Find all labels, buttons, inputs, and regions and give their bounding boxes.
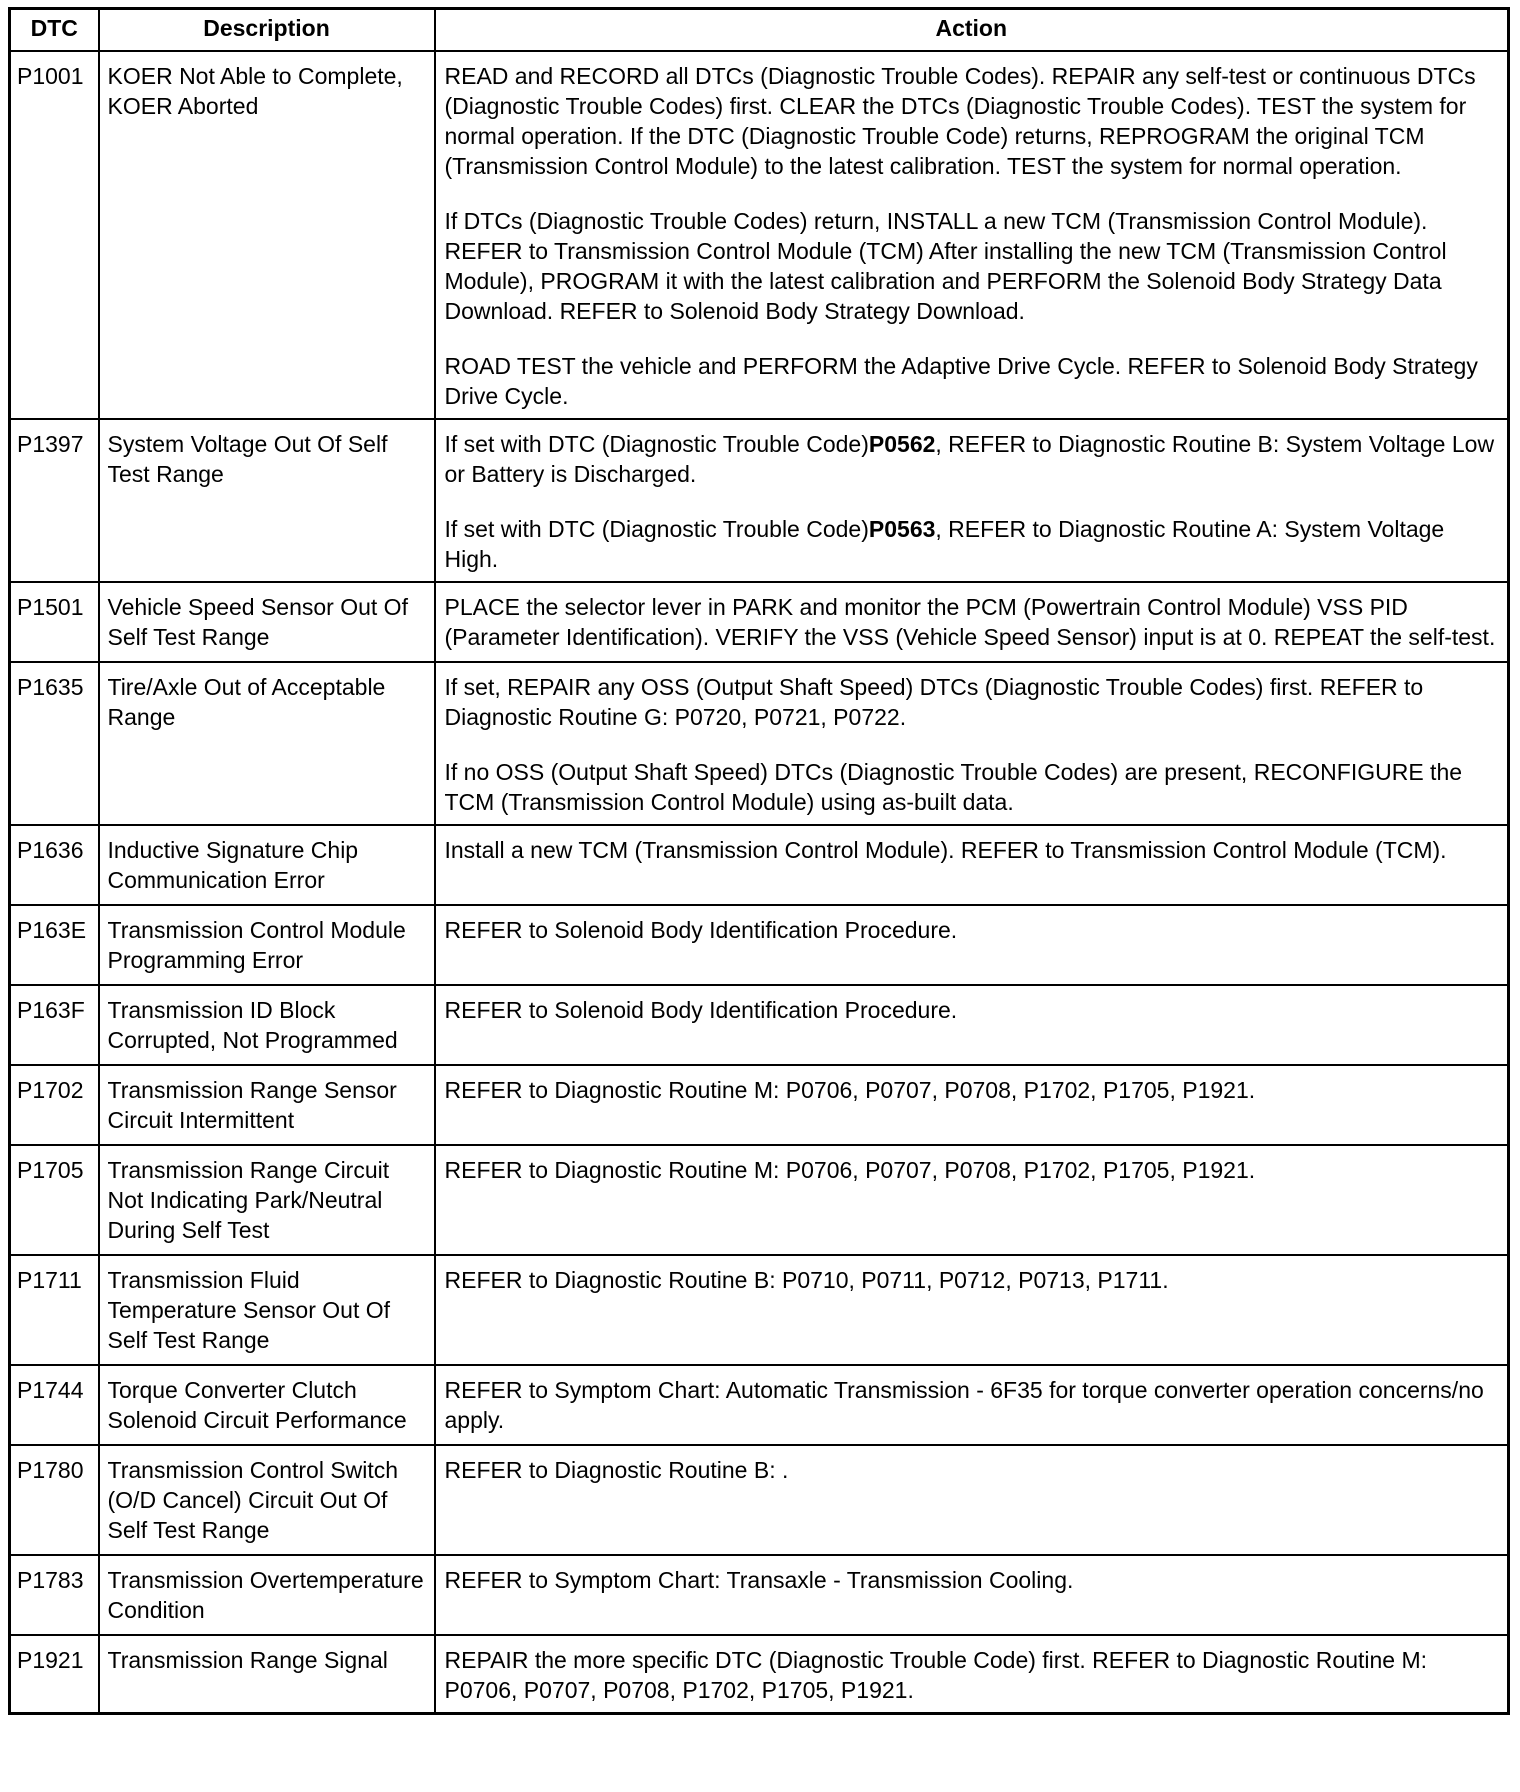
action-paragraph: REFER to Diagnostic Routine M: P0706, P0707, P0708, P1702, P1705, P1921.	[444, 1157, 1256, 1183]
action-paragraph: REFER to Diagnostic Routine M: P0706, P0707, P0708, P1702, P1705, P1921.	[444, 1077, 1256, 1103]
action-paragraph: Install a new TCM (Transmission Control Module). REFER to Transmission Control Module (TCM).	[444, 837, 1447, 863]
dtc-action	[435, 1555, 1509, 1635]
dtc-code: P1635	[10, 662, 99, 825]
action-paragraph: REFER to Diagnostic Routine B: .	[444, 1457, 789, 1483]
dtc-description: KOER Not Able to Complete, KOER Aborted	[99, 51, 435, 419]
action-text: , REFER to Diagnostic Routine B: System Voltage Low or Battery is Discharged.	[444, 431, 1495, 487]
action-paragraph: ROAD TEST the vehicle and PERFORM the Adaptive Drive Cycle. REFER to Solenoid Body Strategy Drive Cycle.	[444, 353, 1478, 409]
dtc-code: P1636	[10, 825, 99, 905]
dtc-code: P1705	[10, 1145, 99, 1255]
table-row	[10, 1255, 1509, 1365]
table-row	[10, 1555, 1509, 1635]
dtc-code: P163F	[10, 985, 99, 1065]
dtc-code: P1711	[10, 1255, 99, 1365]
action-paragraph: REFER to Solenoid Body Identification Procedure.	[444, 997, 958, 1023]
table-header-row	[10, 9, 1509, 52]
dtc-description: Transmission Range Sensor Circuit Intermittent	[99, 1065, 435, 1145]
dtc-action	[435, 419, 1509, 582]
action-paragraph: If set, REPAIR any OSS (Output Shaft Speed) DTCs (Diagnostic Trouble Codes) first. REFER to Diagnostic Routine G: P0720, P0721, P0722.	[444, 674, 1424, 730]
header-action: Action	[435, 9, 1509, 52]
dtc-action	[435, 905, 1509, 985]
action-paragraph: If DTCs (Diagnostic Trouble Codes) return, INSTALL a new TCM (Transmission Control Module). REFER to Transmission Control Module (TCM) After installing the new TCM (Transmission Control Module), PROGRAM it with the latest calibration and PERFORM the Solenoid Body Strategy Data Download. REFER to Solenoid Body Strategy Download.	[444, 208, 1447, 324]
dtc-action	[435, 1635, 1509, 1714]
dtc-code: P163E	[10, 905, 99, 985]
dtc-description: Transmission Fluid Temperature Sensor Out Of Self Test Range	[99, 1255, 435, 1365]
table-row	[10, 985, 1509, 1065]
dtc-action	[435, 582, 1509, 662]
dtc-code: P1397	[10, 419, 99, 582]
table-row	[10, 905, 1509, 985]
action-paragraph: REPAIR the more specific DTC (Diagnostic Trouble Code) first. REFER to Diagnostic Routine M: P0706, P0707, P0708, P1702, P1705, P1921.	[444, 1647, 1428, 1703]
dtc-action	[435, 51, 1509, 419]
table-row	[10, 1445, 1509, 1555]
dtc-action	[435, 1445, 1509, 1555]
dtc-code: P1702	[10, 1065, 99, 1145]
action-text: , REFER to Diagnostic Routine A: System Voltage High.	[444, 516, 1445, 572]
related-dtc-code: P0562	[868, 431, 936, 457]
dtc-code: P1001	[10, 51, 99, 419]
table-body	[10, 51, 1509, 1714]
action-text: If set with DTC (Diagnostic Trouble Code)	[444, 431, 869, 457]
action-paragraph: REFER to Symptom Chart: Transaxle - Transmission Cooling.	[444, 1567, 1074, 1593]
dtc-action	[435, 662, 1509, 825]
action-paragraph: READ and RECORD all DTCs (Diagnostic Trouble Codes). REPAIR any self-test or continuous DTCs (Diagnostic Trouble Codes) first. CLEAR the DTCs (Diagnostic Trouble Codes). TEST the system for normal operation. If the DTC (Diagnostic Trouble Code) returns, REPROGRAM the original TCM (Transmission Control Module) to the latest calibration. TEST the system for normal operation.	[444, 63, 1476, 179]
table-row	[10, 1145, 1509, 1255]
action-paragraph: REFER to Diagnostic Routine B: P0710, P0711, P0712, P0713, P1711.	[444, 1267, 1169, 1293]
action-paragraph: REFER to Symptom Chart: Automatic Transmission - 6F35 for torque converter operation concerns/no apply.	[444, 1377, 1484, 1433]
action-text: If set with DTC (Diagnostic Trouble Code)	[444, 516, 869, 542]
dtc-action	[435, 985, 1509, 1065]
table-row	[10, 419, 1509, 582]
action-paragraph: REFER to Solenoid Body Identification Procedure.	[444, 917, 958, 943]
table-row	[10, 1635, 1509, 1714]
action-paragraph	[445, 514, 1500, 574]
dtc-action	[435, 1255, 1509, 1365]
table-row	[10, 582, 1509, 662]
dtc-action	[435, 1365, 1509, 1445]
dtc-description: Inductive Signature Chip Communication Error	[99, 825, 435, 905]
dtc-description: System Voltage Out Of Self Test Range	[99, 419, 435, 582]
action-paragraph: PLACE the selector lever in PARK and monitor the PCM (Powertrain Control Module) VSS PID (Parameter Identification). VERIFY the VSS (Vehicle Speed Sensor) input is at 0. REPEAT the self-test.	[444, 594, 1496, 650]
dtc-code: P1744	[10, 1365, 99, 1445]
dtc-description: Transmission Control Switch (O/D Cancel) Circuit Out Of Self Test Range	[99, 1445, 435, 1555]
table-row	[10, 662, 1509, 825]
dtc-code: P1780	[10, 1445, 99, 1555]
dtc-action	[435, 1145, 1509, 1255]
table-row	[10, 1065, 1509, 1145]
dtc-action	[435, 1065, 1509, 1145]
header-dtc: DTC	[10, 9, 99, 52]
dtc-description: Transmission Overtemperature Condition	[99, 1555, 435, 1635]
dtc-description: Tire/Axle Out of Acceptable Range	[99, 662, 435, 825]
dtc-description: Transmission ID Block Corrupted, Not Programmed	[99, 985, 435, 1065]
dtc-table	[8, 7, 1510, 1715]
dtc-code: P1921	[10, 1635, 99, 1714]
dtc-description: Transmission Range Signal	[99, 1635, 435, 1714]
dtc-description: Torque Converter Clutch Solenoid Circuit Performance	[99, 1365, 435, 1445]
dtc-code: P1783	[10, 1555, 99, 1635]
dtc-action	[435, 825, 1509, 905]
table-row	[10, 1365, 1509, 1445]
related-dtc-code: P0563	[868, 516, 936, 542]
dtc-description: Transmission Control Module Programming Error	[99, 905, 435, 985]
dtc-code: P1501	[10, 582, 99, 662]
table-row	[10, 51, 1509, 419]
action-paragraph: If no OSS (Output Shaft Speed) DTCs (Diagnostic Trouble Codes) are present, RECONFIGURE the TCM (Transmission Control Module) using as-built data.	[444, 759, 1463, 815]
dtc-description: Vehicle Speed Sensor Out Of Self Test Range	[99, 582, 435, 662]
table-row	[10, 825, 1509, 905]
dtc-description: Transmission Range Circuit Not Indicating Park/Neutral During Self Test	[99, 1145, 435, 1255]
action-paragraph	[445, 429, 1500, 489]
header-description: Description	[99, 9, 435, 52]
